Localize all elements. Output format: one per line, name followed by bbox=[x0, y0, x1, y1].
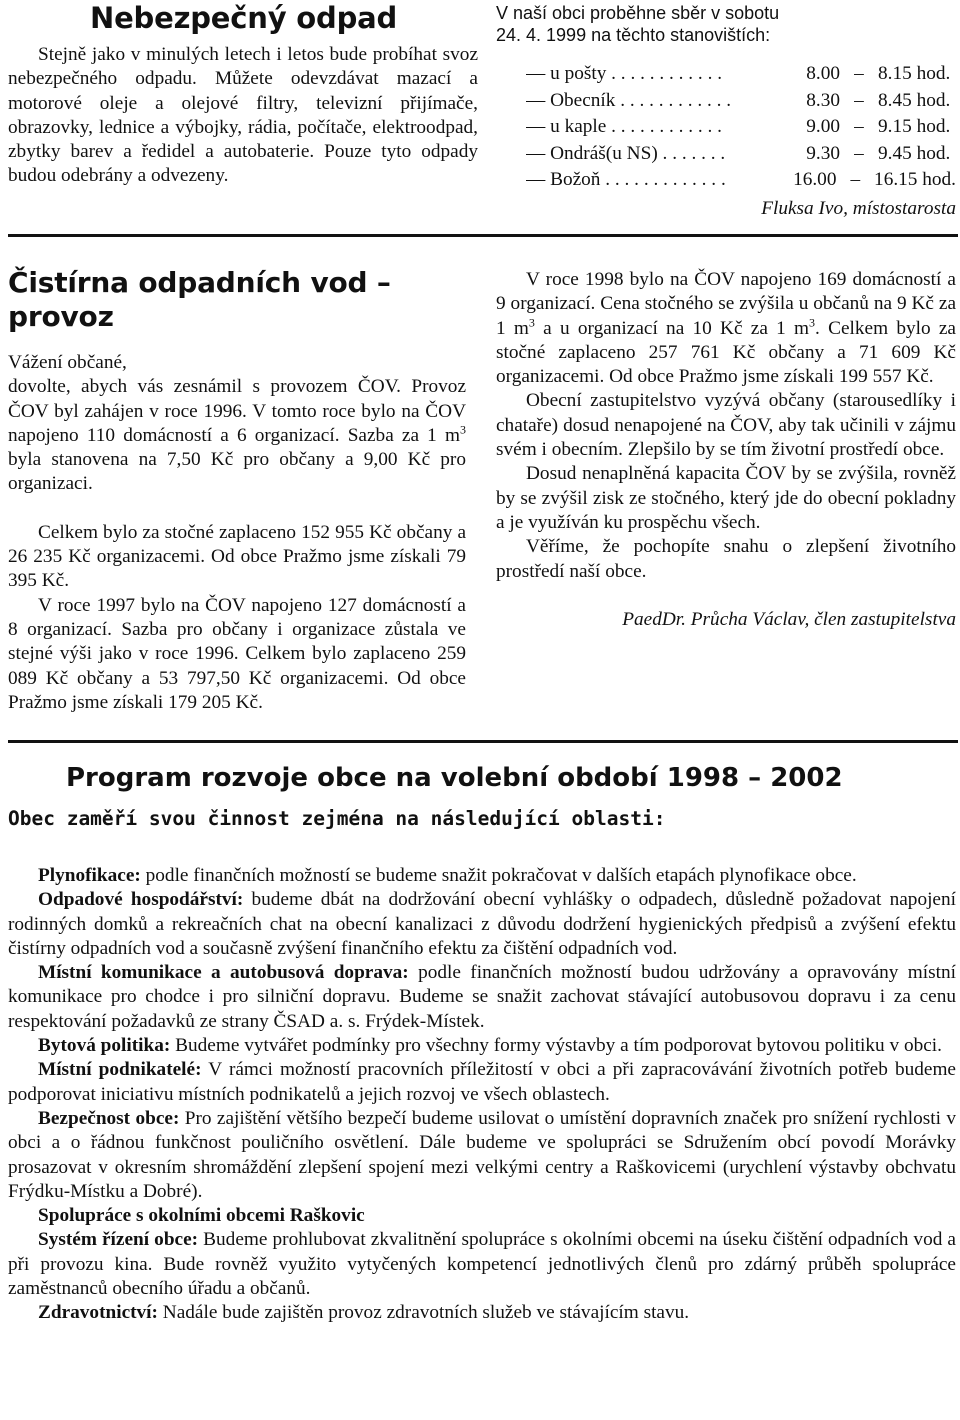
cov-paragraph: Obecní zastupitelstvo vyzývá občany (starousedlíky i chataře) dosud nenapojené na ČOV, aby tak učinili v zájmu svém i obecním. Zlepšilo by se tím životní prostředí obce. bbox=[496, 390, 956, 461]
cov-paragraph: Věříme, že pochopíte snahu o zlepšení životního prostředí naší obce. bbox=[496, 536, 956, 582]
stop-start: 9.30 bbox=[806, 142, 840, 164]
stop-end: 8.15 hod. bbox=[878, 63, 951, 84]
cov-paragraph: V roce 1997 bylo na ČOV napojeno 127 domácností a 8 organizací. Sazba pro občany i organizace zůstala ve stejné výši jako v roce 1996. Celkem bylo zaplaceno 259 089 Kč občany a 53 797,50 Kč organizacemi. Od obce Pražmo jsme získali 179 205 Kč. bbox=[8, 594, 466, 713]
program-article bbox=[8, 762, 956, 1326]
collection-schedule bbox=[496, 2, 956, 221]
stop-dash: – bbox=[854, 142, 864, 164]
section-divider bbox=[8, 234, 958, 237]
stop-end: 8.45 hod. bbox=[878, 89, 951, 111]
cov-paragraph: dovolte, abych vás zesnámil s provozem ČOV. Provoz ČOV byl zahájen v roce 1996. V tomto roce bylo na ČOV napojeno 110 domácností a 6 organizací. Sazba za 1 $m^3$ byla stanovena na 7,50 Kč pro občany a 9,00 Kč pro organizaci. bbox=[8, 376, 466, 495]
section-divider bbox=[8, 740, 958, 743]
program-subtitle: Obec zaměří svou činnost zejména na následující oblasti: bbox=[8, 807, 666, 830]
hazardous-waste-body: Stejně jako v minulých letech i letos bude probíhat svoz nebezpečného odpadu. Můžete odevzdávat mazací a motorové oleje a olejové filtry, televizní přijímače, obrazovky, lednice a výbojky, rádia, počítače, elektroodpad, zbytky barev a ředidel a autobaterie. Pouze tyto odpady budou odebrány a odvezeny. bbox=[8, 44, 478, 187]
program-item: Systém řízení obce: Budeme prohlubovat zkvalitnění spolupráce s okolními obcemi na úseku čištění odpadních vod a při provozu kina. Bude rovněž využito vytyčených kompetencí jednotlivých členů pro zdárný průběh spolupráce zaměstnanců obecního úřadu a občanů. bbox=[8, 1229, 956, 1300]
stop-dash: – bbox=[854, 116, 864, 137]
stop-end: 9.45 hod. bbox=[878, 142, 951, 164]
stop-dash: – bbox=[854, 63, 864, 84]
cov-article-right bbox=[496, 268, 956, 632]
program-item: Plynofikace: podle finančních možností se budeme snažit pokračovat v dalších etapách plynofikace obce. bbox=[38, 865, 857, 886]
stop-place: — Božoň . . . . . . . . . . . . . bbox=[526, 169, 726, 190]
program-title: Program rozvoje obce na volební období 1998 – 2002 bbox=[66, 763, 843, 793]
program-item: Místní komunikace a autobusová doprava: podle finančních možností budou udržovány a opravovány místní komunikace pro chodce i pro silniční dopravu. Budeme se snažit zachovat stávající autobusovou dopravu i za cenu respektování požadavků ze strany ČSAD a. s. Frýdek-Místek. bbox=[8, 962, 956, 1032]
stop-row bbox=[526, 115, 956, 142]
cov-paragraph: V roce 1998 bylo na ČOV napojeno 169 domácností a 9 organizací. Cena stočného se zvýšila u občanů na 9 Kč za 1 $m^3$ a u organizací na 10 Kč za 1 $m^3$. Celkem bylo za stočné zaplaceno 257 761 Kč občany a 71 609 Kč organizacemi. Od obce Pražmo jsme získali 199 557 Kč. bbox=[496, 269, 956, 388]
collection-signature: Fluksa Ivo, místostarosta bbox=[761, 197, 956, 219]
stop-start: 16.00 bbox=[793, 169, 837, 190]
collection-stops bbox=[496, 62, 956, 195]
stop-place: — Ondráš(u NS) . . . . . . . bbox=[526, 142, 726, 164]
stop-dash: – bbox=[850, 169, 861, 190]
stop-place: — u pošty . . . . . . . . . . . . bbox=[526, 63, 723, 84]
program-item: Bytová politika: Budeme vytvářet podmínky pro všechny formy výstavby a tím podporovat bytovou politiku v obci. bbox=[38, 1035, 942, 1057]
program-item: Spolupráce s okolními obcemi Raškovic bbox=[38, 1205, 365, 1227]
stop-row bbox=[526, 62, 956, 89]
cov-title: Čistírna odpadních vod – provoz bbox=[8, 266, 391, 333]
program-item: Odpadové hospodářství: budeme dbát na dodržování obecní vyhlášky o odpadech, důsledně požadovat napojení rodinných domků a rekreačních chat na obecní kanalizaci z důvodu dodržení hygienických předpisů a zvýšení efektu čistírny odpadních vod a současně zvýšení finančního efektu za čištění odpadních vod. bbox=[8, 889, 956, 959]
stop-row bbox=[526, 142, 956, 169]
stop-end: 16.15 hod. bbox=[874, 169, 956, 190]
program-item: Bezpečnost obce: Pro zajištění většího bezpečí budeme usilovat o umístění dopravních značek pro snížení rychlosti v obci a o řádnou funkčnost pouličního osvětlení. Dále budeme ve spolupráci se Sdružením obcí povodí Morávky prosazovat v okresním shromáždění zlepšení spojení mezi velkými centry a Raškovicemi (urychlení výstavby obchvatu Frýdku-Místku a Dobré). bbox=[8, 1107, 957, 1202]
program-item: Zdravotnictví: Nadále bude zajištěn provoz zdravotních služeb ve stávajícím stavu. bbox=[38, 1302, 690, 1324]
stop-place: — Obecník . . . . . . . . . . . . bbox=[526, 89, 732, 111]
stop-end: 9.15 hod. bbox=[878, 116, 951, 137]
stop-start: 9.00 bbox=[806, 116, 840, 137]
stop-start: 8.00 bbox=[806, 63, 840, 84]
stop-dash: – bbox=[854, 89, 864, 111]
collection-intro: V naší obci proběhne sběr v sobotu 24. 4. 1999 na těchto stanovištích: bbox=[496, 3, 780, 45]
program-items bbox=[8, 864, 956, 1326]
stop-place: — u kaple . . . . . . . . . . . . bbox=[526, 116, 723, 137]
cov-paragraph: Dosud nenaplněná kapacita ČOV by se zvýšila, rovněž by se zvýšil zisk ze stočného, který jde do obecní pokladny a je využíván ku prospěchu všech. bbox=[496, 463, 956, 533]
stop-start: 8.30 bbox=[806, 89, 840, 111]
cov-greeting: Vážení občané, bbox=[8, 352, 127, 373]
hazardous-waste-article bbox=[8, 0, 478, 189]
hazardous-waste-title: Nebezpečný odpad bbox=[90, 1, 398, 35]
stop-row bbox=[526, 168, 956, 195]
program-item: Místní podnikatelé: V rámci možností pracovních příležitostí v obci a při zapracovávání životních potřeb budeme podporovat iniciativu místních podnikatelů a jejich rozvoj ve všech oblastech. bbox=[8, 1059, 956, 1105]
cov-signature: PaedDr. Průcha Václav, člen zastupitelstva bbox=[622, 608, 956, 630]
cov-article-left bbox=[8, 266, 466, 715]
stop-row bbox=[526, 89, 956, 116]
cov-paragraph: Celkem bylo za stočné zaplaceno 152 955 Kč občany a 26 235 Kč organizacemi. Od obce Pražmo jsme získali 79 395 Kč. bbox=[8, 521, 466, 592]
